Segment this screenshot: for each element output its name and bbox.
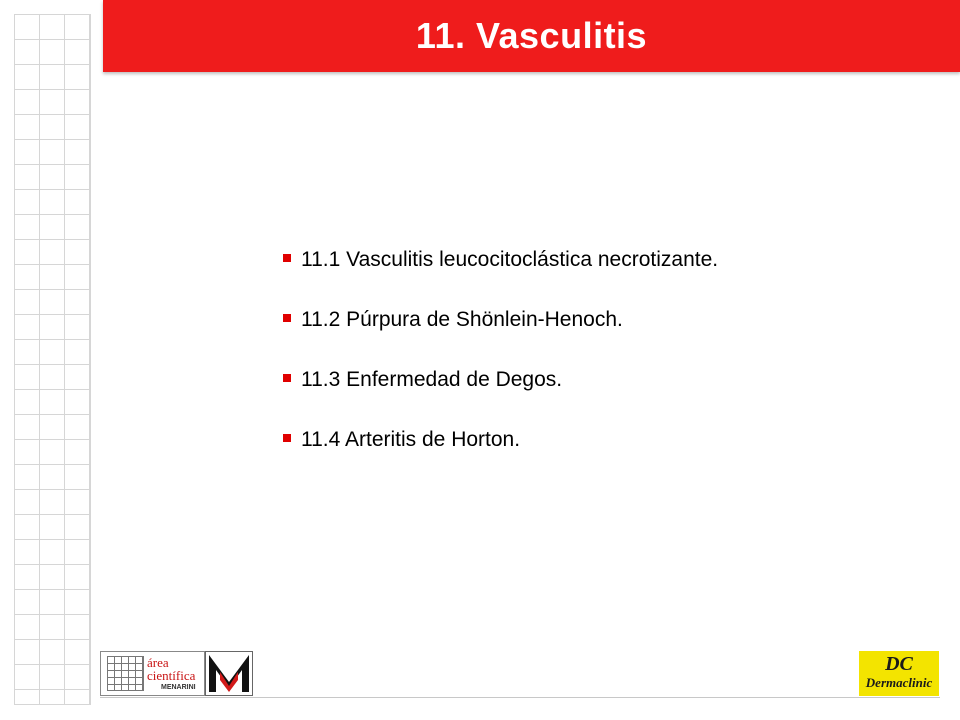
m-logo-icon (206, 652, 252, 695)
list-item (283, 426, 718, 486)
menarini-m-logo (205, 651, 253, 696)
square-bullet-icon (283, 374, 291, 382)
logo-subtext: MENARINI (161, 684, 196, 691)
dermaclinic-logo (859, 651, 939, 696)
logo-grid-icon (107, 656, 144, 691)
logo-dc-name: Dermaclinic (865, 675, 933, 690)
logo-line-1: área (147, 655, 169, 670)
list-item-text: 11.3 Enfermedad de Degos. (301, 368, 563, 391)
title-bar (103, 0, 960, 72)
logo-text (147, 656, 195, 682)
square-bullet-icon (283, 434, 291, 442)
list-item-text: 11.2 Púrpura de Shönlein-Henoch. (301, 308, 623, 331)
square-bullet-icon (283, 254, 291, 262)
logo-dc-mark: DC (885, 653, 913, 675)
list-item (283, 366, 718, 426)
slide-title: 11. Vasculitis (415, 15, 648, 56)
list-item-text: 11.1 Vasculitis leucocitoclástica necrotizante. (301, 248, 719, 271)
list-item (283, 246, 718, 306)
topic-list (283, 246, 718, 486)
square-bullet-icon (283, 314, 291, 322)
list-item (283, 306, 718, 366)
footer-divider (100, 697, 940, 698)
area-cientifica-logo (100, 651, 205, 696)
list-item-text: 11.4 Arteritis de Horton. (301, 428, 521, 451)
logo-line-2: científica (147, 668, 196, 683)
decorative-grid (14, 14, 91, 705)
